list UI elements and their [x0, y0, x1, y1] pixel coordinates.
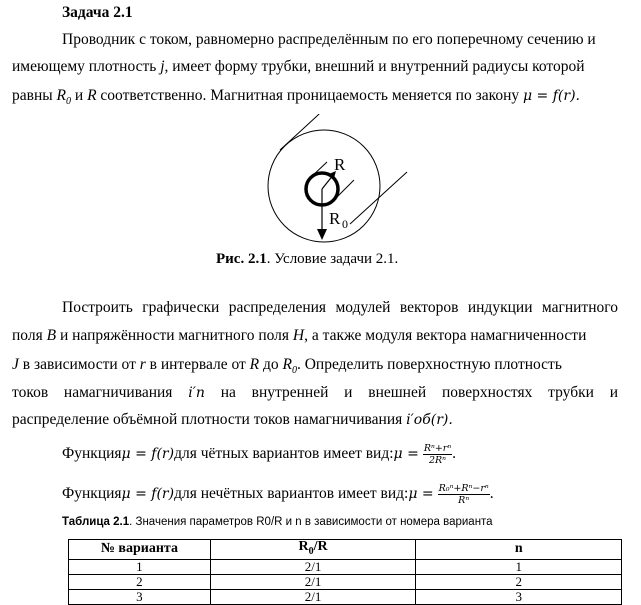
- i-prime-p-symbol: i′п: [188, 385, 205, 401]
- paragraph2-line4: токов намагничивания i′п на внутренней и внешней поверхностях трубки и: [12, 384, 618, 401]
- law-formula: μ = f(r).: [523, 88, 580, 104]
- table-header-row: [69, 540, 622, 560]
- tangent-line-lower: [350, 172, 407, 224]
- figure-tube-cross-section: [262, 114, 412, 244]
- paragraph2-line1: Построить графически распределения модулей векторов индукции магнитного: [62, 299, 618, 316]
- paragraph1-line1: Проводник с током, равномерно распределённым по его поперечному сечению и: [62, 31, 596, 48]
- header-variant: № варианта: [69, 540, 211, 560]
- header-n: n: [416, 540, 622, 560]
- even-function-line: Функция μ = f(r) для чётных вариантов имеет вид: μ = $\frac{\text{Rⁿ+rⁿ}}{\text{2Rⁿ}}$ .: [62, 442, 457, 466]
- label-R: R: [334, 155, 346, 174]
- table-caption: Таблица 2.1. Значения параметров R0/R и n в зависимости от номера варианта: [62, 516, 493, 528]
- paragraph1-line2: имеющему плотность j, имеет форму трубки, внешний и внутренний радиусы которой: [12, 58, 585, 75]
- i-prime-ob-symbol: i′об(r).: [406, 412, 453, 428]
- even-fraction: $\frac{\text{Rⁿ+rⁿ}}{\text{2Rⁿ}}$: [423, 442, 452, 466]
- paragraph2-line5: распределение объёмной плотности токов намагничивания i′об(r).: [12, 411, 453, 428]
- paragraph2-line2: поля B и напряжённости магнитного поля H, а также модуля вектора намагниченности: [12, 327, 587, 344]
- paragraph1-line3: равны $R_0$ и R соответственно. Магнитная проницаемость меняется по закону μ = f(r).: [12, 87, 580, 108]
- odd-function-line: Функция μ = f(r) для нечётных вариантов имеет вид: μ = $\frac{\text{R₀ⁿ+Rⁿ−rⁿ}}{\text{Rⁿ}}$ .: [62, 482, 494, 506]
- symbol-j: j: [160, 58, 165, 75]
- table-row: 1 2/1 1: [69, 559, 622, 574]
- inner-tangent-upper: [310, 162, 327, 178]
- tangent-line-upper: [280, 116, 317, 150]
- task-title: Задача 2.1: [62, 4, 133, 21]
- odd-fraction: $\frac{\text{R₀ⁿ+Rⁿ−rⁿ}}{\text{Rⁿ}}$: [438, 482, 489, 506]
- figure-caption: Рис. 2.1. Условие задачи 2.1.: [216, 251, 399, 267]
- label-R0: R: [329, 209, 341, 228]
- table-row: 2 2/1 2: [69, 574, 622, 589]
- variants-table: [68, 539, 622, 605]
- table-row: 3 2/1 3: [69, 589, 622, 604]
- label-R0-sub: 0: [342, 217, 348, 231]
- paragraph2-line3: J в зависимости от r в интервале от R до $R_0$. Определить поверхностную плотность: [12, 356, 562, 377]
- header-r0r: $R_0/R$: [210, 540, 416, 560]
